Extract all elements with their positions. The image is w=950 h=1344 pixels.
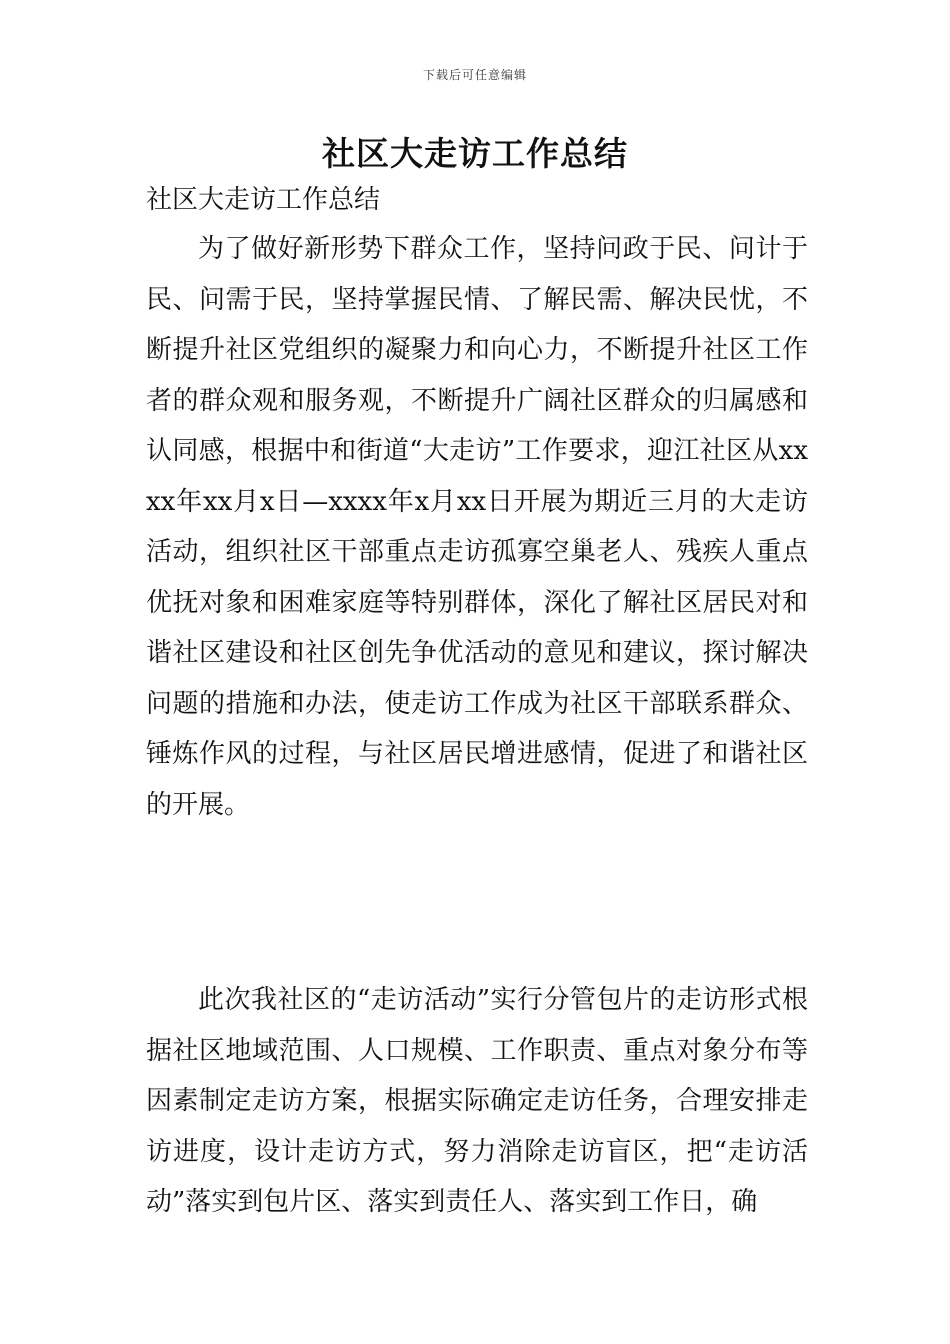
paragraph-2: 此次我社区的“走访活动”实行分管包片的走访形式根据社区地域范围、人口规模、工作职责、重点对象分布等因素制定走访方案，根据实际确定走访任务，合理安排走访进度，设计走访方式，努力消除走访盲区，把“走访活动”落实到包片区、落实到责任人、落实到工作日，确 xyxy=(146,985,808,1217)
header-note: 下载后可任意编辑 xyxy=(422,68,527,82)
document-title: 社区大走访工作总结 xyxy=(322,134,628,173)
paragraph-1: 为了做好新形势下群众工作，坚持问政于民、问计于民、问需于民，坚持掌握民情、了解民需、解决民忧，不断提升社区党组织的凝聚力和向心力，不断提升社区工作者的群众观和服务观，不断提升广阔社区群众的归属感和认同感，根据中和街道“大走访”工作要求，迎江社区从xxxx年xx月x日—xxxx年x月xx日开展为期近三月的大走访活动，组织社区干部重点走访孤寡空巢老人、残疾人重点优抚对象和困难家庭等特别群体，深化了解社区居民对和谐社区建设和社区创先争优活动的意见和建议，探讨解决问题的措施和办法，使走访工作成为社区干部联系群众、锤炼作风的过程，与社区居民增进感情，促进了和谐社区的开展。 xyxy=(146,234,808,820)
document-subtitle: 社区大走访工作总结 xyxy=(146,185,381,215)
